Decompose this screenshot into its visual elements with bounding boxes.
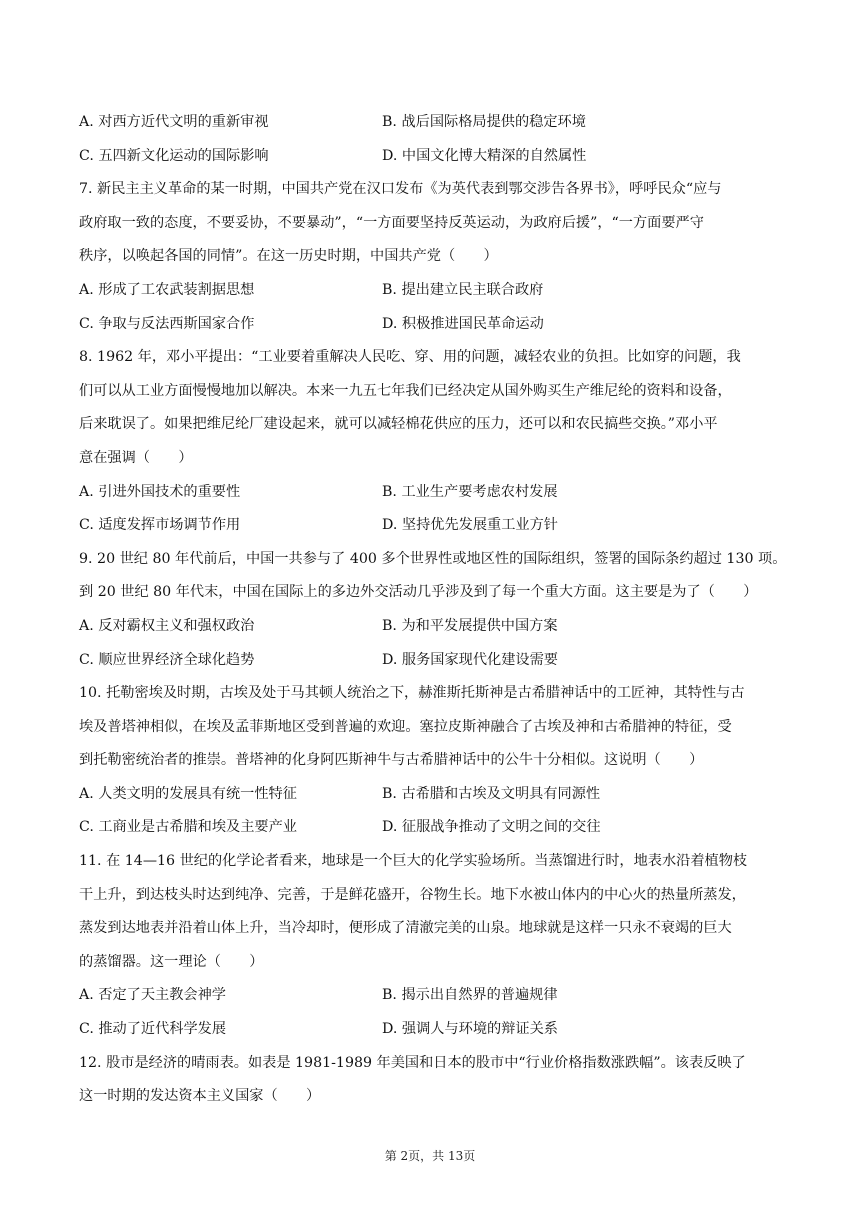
option-row xyxy=(79,811,785,845)
option-row xyxy=(79,509,785,543)
option-right: D. 征服战争推动了文明之间的交往 xyxy=(382,819,601,836)
option-row xyxy=(79,308,785,342)
option-left: A. 否定了天主教会神学 xyxy=(79,987,226,1004)
question-text-line: 这一时期的发达资本主义国家（ ） xyxy=(79,1088,321,1105)
option-right: D. 中国文化博大精深的自然属性 xyxy=(382,147,587,164)
option-row xyxy=(79,140,785,174)
question-text-line: 后来耽误了。如果把维尼纶厂建设起来，就可以减轻棉花供应的压力，还可以和农民搞些交换。”邓小平 xyxy=(79,416,718,433)
question-text-line: 11. 在 14—16 世纪的化学论者看来，地球是一个巨大的化学实验场所。当蒸馏进行时，地表水沿着植物枝 xyxy=(79,853,748,870)
question-text-line: 9. 20 世纪 80 年代前后，中国一共参与了 400 多个世界性或地区性的国际组织，签署的国际条约超过 130 项。 xyxy=(79,550,787,567)
option-row xyxy=(79,476,785,510)
option-right: D. 服务国家现代化建设需要 xyxy=(382,651,558,668)
question-text-line: 们可以从工业方面慢慢地加以解决。本来一九五七年我们已经决定从国外购买生产维尼纶的资料和设备， xyxy=(79,382,732,399)
option-right: B. 古希腊和古埃及文明具有同源性 xyxy=(382,785,601,802)
option-left: C. 适度发挥市场调节作用 xyxy=(79,517,241,534)
option-row xyxy=(79,644,785,678)
option-left: C. 顺应世界经济全球化趋势 xyxy=(79,651,255,668)
option-left: C. 争取与反法西斯国家合作 xyxy=(79,315,255,332)
option-row xyxy=(79,778,785,812)
option-right: D. 积极推进国民革命运动 xyxy=(382,315,544,332)
question-text-line: 干上升，到达枝头时达到纯净、完善，于是鲜花盛开，谷物生长。地下水被山体内的中心火的热量所蒸发， xyxy=(79,886,746,903)
question-text-line: 到托勒密统治者的推崇。普塔神的化身阿匹斯神牛与古希腊神话中的公牛十分相似。这说明（ ） xyxy=(79,752,704,769)
option-left: C. 五四新文化运动的国际影响 xyxy=(79,147,269,164)
question-text-line: 12. 股市是经济的晴雨表。如表是 1981-1989 年美国和日本的股市中“行业价格指数涨跌幅”。该表反映了 xyxy=(79,1054,746,1071)
option-left: A. 形成了工农武装割据思想 xyxy=(79,281,255,298)
option-row xyxy=(79,106,785,140)
option-row xyxy=(79,1013,785,1047)
page-footer: 第 2页，共 13页 xyxy=(384,1149,476,1163)
option-right: B. 战后国际格局提供的稳定环境 xyxy=(382,114,586,130)
option-left: A. 反对霸权主义和强权政治 xyxy=(79,617,255,634)
question-text-line: 10. 托勒密埃及时期，古埃及处于马其顿人统治之下，赫淮斯托斯神是古希腊神话中的工匠神，其特性与古 xyxy=(79,685,745,702)
option-right: B. 为和平发展提供中国方案 xyxy=(382,617,558,634)
option-left: C. 工商业是古希腊和埃及主要产业 xyxy=(79,819,297,836)
question-text-line: 7. 新民主主义革命的某一时期，中国共产党在汉口发布《为英代表到鄂交涉告各界书》，呼呼民众“应与 xyxy=(79,181,722,198)
option-row xyxy=(79,979,785,1013)
question-text-line: 意在强调（ ） xyxy=(79,449,193,466)
option-right: B. 揭示出自然界的普遍规律 xyxy=(382,987,558,1004)
option-left: A. 对西方近代文明的重新审视 xyxy=(79,114,269,130)
page-content xyxy=(79,106,785,1114)
option-right: B. 提出建立民主联合政府 xyxy=(382,281,544,298)
question-text-line: 政府取一致的态度，不要妥协，不要暴动”，“一方面要坚持反英运动，为政府后援”，“一方面要严守 xyxy=(79,214,704,231)
option-right: D. 强调人与环境的辩证关系 xyxy=(382,1021,558,1038)
option-row xyxy=(79,274,785,308)
option-right: D. 坚持优先发展重工业方针 xyxy=(382,517,558,534)
question-text-line: 8. 1962 年，邓小平提出：“工业要着重解决人民吃、穿、用的问题，减轻农业的负担。比如穿的问题，我 xyxy=(79,349,741,366)
question-text-line: 到 20 世纪 80 年代末，中国在国际上的多边外交活动几乎涉及到了每一个重大方面。这主要是为了（ ） xyxy=(79,584,758,601)
question-text-line: 的蒸馏器。这一理论（ ） xyxy=(79,953,264,970)
option-left: C. 推动了近代科学发展 xyxy=(79,1021,227,1038)
question-text-line: 蒸发到达地表并沿着山体上升，当冷却时，便形成了清澈完美的山泉。地球就是这样一只永不衰竭的巨大 xyxy=(79,920,732,937)
question-text-line: 秩序，以唤起各国的同情”。在这一历史时期，中国共产党（ ） xyxy=(79,248,498,265)
option-row xyxy=(79,610,785,644)
question-text-line: 埃及普塔神相似，在埃及孟菲斯地区受到普遍的欢迎。塞拉皮斯神融合了古埃及神和古希腊神的特征，受 xyxy=(79,718,732,735)
option-left: A. 引进外国技术的重要性 xyxy=(79,483,241,500)
option-right: B. 工业生产要考虑农村发展 xyxy=(382,483,558,500)
option-left: A. 人类文明的发展具有统一性特征 xyxy=(79,785,297,802)
